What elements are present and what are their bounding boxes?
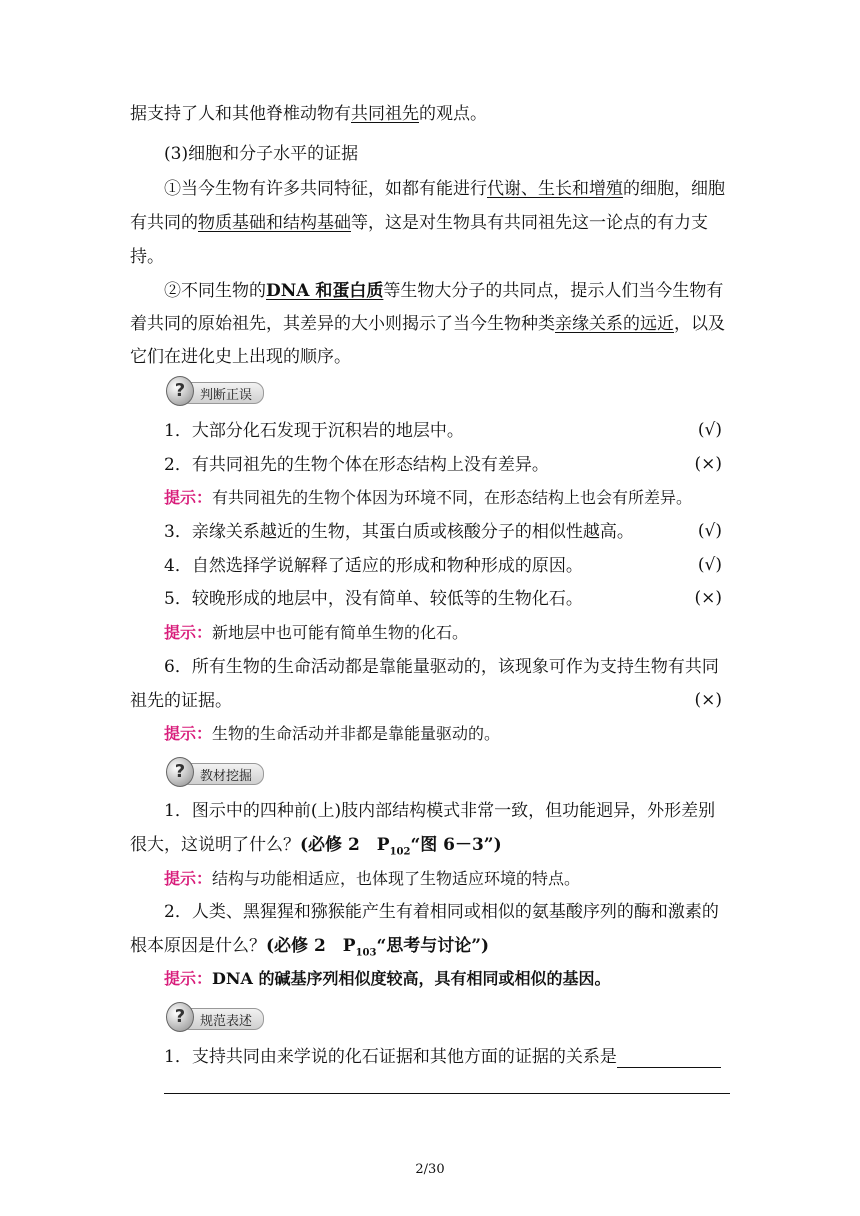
dig-answer-1: 提示：结构与功能相适应，也体现了生物适应环境的特点。 <box>164 869 581 888</box>
dig-question-1: 1．图示中的四种前(上)肢内部结构模式非常一致，但功能迥异，外形差别 <box>164 801 716 821</box>
underlined-term: 共同祖先 <box>351 104 419 124</box>
section-heading: (3)细胞和分子水平的证据 <box>164 144 359 164</box>
judge-item-6-cont: 祖先的证据。 <box>130 691 232 711</box>
judge-item-1: 1．大部分化石发现于沉积岩的地层中。 <box>164 421 464 441</box>
page-number: 2/30 <box>415 1162 445 1177</box>
judge-mark-4: (√) <box>697 555 722 575</box>
judge-mark-3: (√) <box>697 521 722 541</box>
para-cell-evidence-1: ①当今生物有许多共同特征，如都有能进行代谢、生长和增殖的细胞，细胞 <box>164 179 725 199</box>
para-cell-evidence-2: 有共同的物质基础和结构基础等，这是对生物具有共同祖先这一论点的有力支 <box>130 213 708 233</box>
badge-textbook-dig: ? 教材挖掘 <box>166 757 262 787</box>
badge-standard-expression: ? 规范表述 <box>166 1002 262 1032</box>
badge-judge: ? 判断正误 <box>166 376 262 406</box>
question-icon: ? <box>166 757 194 787</box>
judge-mark-6: (×) <box>694 690 722 710</box>
dig-question-1-cont: 很大，这说明了什么？(必修 2 $P_{102}“$图 6－3”) <box>130 835 502 858</box>
para-cell-evidence-3: 持。 <box>130 247 164 267</box>
judge-item-6: 6．所有生物的生命活动都是靠能量驱动的，该现象可作为支持生物有共同 <box>164 657 719 677</box>
para-molecular-evidence-2: 着共同的原始祖先，其差异的大小则揭示了当今生物种类亲缘关系的远近，以及 <box>130 314 725 334</box>
judge-item-2: 2．有共同祖先的生物个体在形态结构上没有差异。 <box>164 455 549 475</box>
question-icon: ? <box>166 376 194 406</box>
para-molecular-evidence-1: ②不同生物的DNA 和蛋白质等生物大分子的共同点，提示人们当今生物有 <box>164 281 724 301</box>
dig-question-2: 2．人类、黑猩猩和猕猴能产生有着相同或相似的氨基酸序列的酶和激素的 <box>164 902 719 922</box>
norm-question-1: 1．支持共同由来学说的化石证据和其他方面的证据的关系是 <box>130 1046 730 1068</box>
dig-answer-2: 提示：DNA 的碱基序列相似度较高，具有相同或相似的基因。 <box>164 969 611 988</box>
answer-blank[interactable] <box>617 1049 721 1068</box>
judge-mark-5: (×) <box>694 588 722 608</box>
question-icon: ? <box>166 1002 194 1032</box>
dig-question-2-cont: 根本原因是什么？(必修 2 $P_{103}“$思考与讨论”) <box>130 936 490 959</box>
judge-hint-2: 提示：有共同祖先的生物个体因为环境不同，在形态结构上也会有所差异。 <box>164 488 693 507</box>
judge-mark-2: (×) <box>694 454 722 474</box>
judge-mark-1: (√) <box>697 420 722 440</box>
para-fossil-conclusion: 据支持了人和其他脊椎动物有共同祖先的观点。 <box>130 104 487 124</box>
judge-item-5: 5．较晚形成的地层中，没有简单、较低等的生物化石。 <box>164 589 583 609</box>
answer-line[interactable] <box>164 1093 730 1094</box>
judge-item-4: 4．自然选择学说解释了适应的形成和物种形成的原因。 <box>164 556 583 576</box>
para-molecular-evidence-3: 它们在进化史上出现的顺序。 <box>130 347 351 367</box>
judge-item-3: 3．亲缘关系越近的生物，其蛋白质或核酸分子的相似性越高。 <box>164 522 634 542</box>
judge-hint-6: 提示：生物的生命活动并非都是靠能量驱动的。 <box>164 724 501 743</box>
judge-hint-5: 提示：新地层中也可能有简单生物的化石。 <box>164 623 469 642</box>
